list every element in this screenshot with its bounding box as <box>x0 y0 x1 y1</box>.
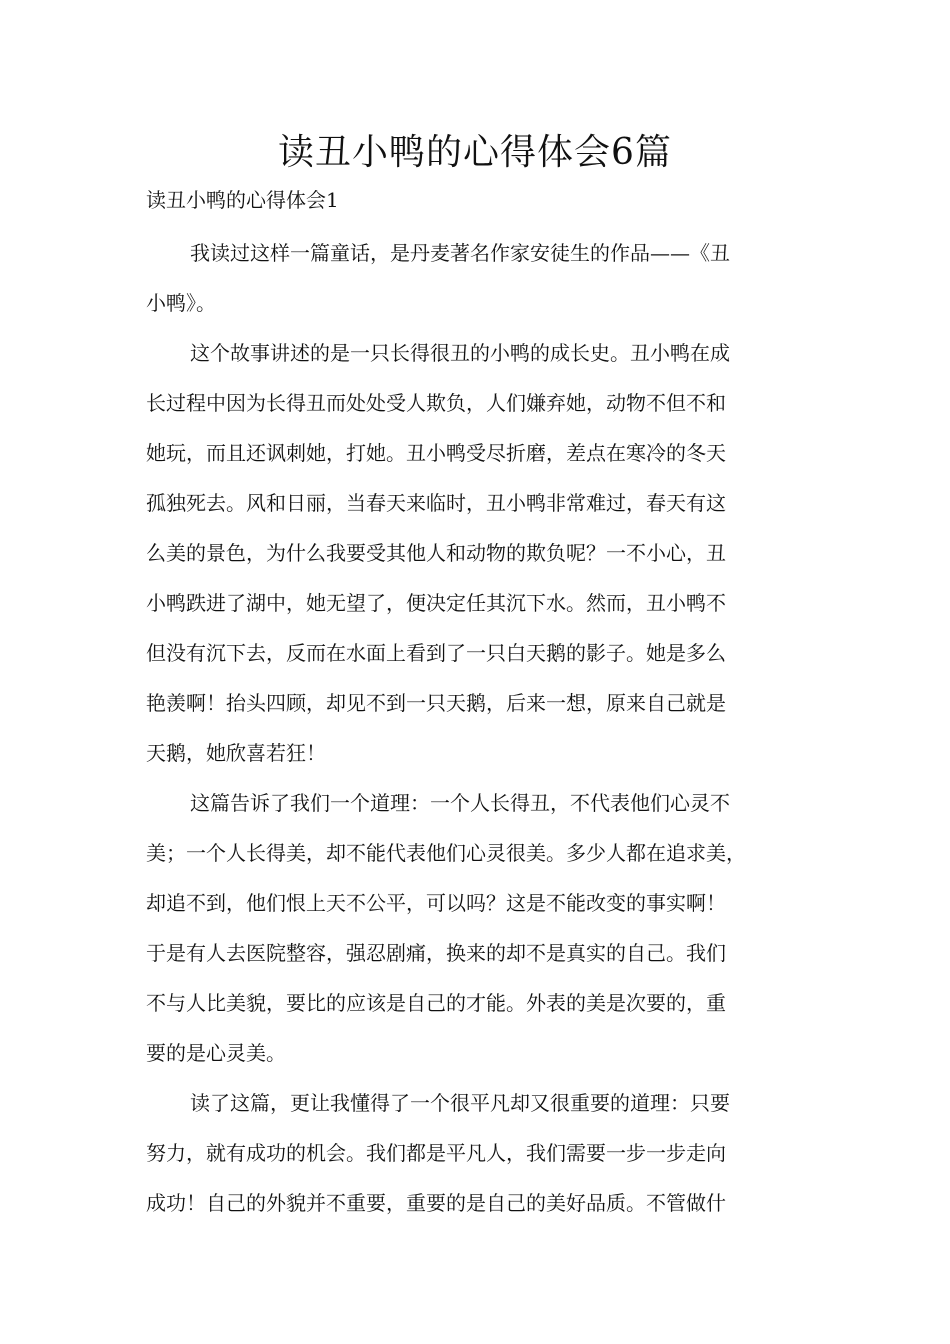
paragraph-2 <box>146 328 826 778</box>
paragraph-line: 天鹅，她欣喜若狂！ <box>146 741 326 765</box>
paragraph-line: 她玩，而且还讽刺她，打她。丑小鸭受尽折磨，差点在寒冷的冬天 <box>146 441 726 465</box>
paragraph-line: 这篇告诉了我们一个道理：一个人长得丑，不代表他们心灵不 <box>190 791 730 815</box>
paragraph-1 <box>146 228 826 328</box>
paragraph-line: 么美的景色，为什么我要受其他人和动物的欺负呢？一不小心，丑 <box>146 541 726 565</box>
section-heading: 读丑小鸭的心得体会1 <box>146 188 339 212</box>
paragraph-line: 要的是心灵美。 <box>146 1041 286 1065</box>
paragraph-line: 努力，就有成功的机会。我们都是平凡人，我们需要一步一步走向 <box>146 1141 726 1165</box>
paragraph-line: 却追不到，他们恨上天不公平，可以吗？这是不能改变的事实啊！ <box>146 891 726 915</box>
document-body <box>146 228 826 1228</box>
paragraph-line: 孤独死去。风和日丽，当春天来临时，丑小鸭非常难过，春天有这 <box>146 491 726 515</box>
paragraph-line: 小鸭》。 <box>146 291 216 315</box>
paragraph-3 <box>146 778 826 1078</box>
paragraph-line: 我读过这样一篇童话，是丹麦著名作家安徒生的作品——《丑 <box>190 241 730 265</box>
paragraph-line: 但没有沉下去，反而在水面上看到了一只白天鹅的影子。她是多么 <box>146 641 726 665</box>
paragraph-line: 不与人比美貌，要比的应该是自己的才能。外表的美是次要的，重 <box>146 991 726 1015</box>
document-title: 读丑小鸭的心得体会6篇 <box>278 132 672 173</box>
paragraph-line: 艳羡啊！抬头四顾，却见不到一只天鹅，后来一想，原来自己就是 <box>146 691 726 715</box>
paragraph-line: 成功！自己的外貌并不重要，重要的是自己的美好品质。不管做什 <box>146 1191 726 1215</box>
paragraph-line: 小鸭跌进了湖中，她无望了，便决定任其沉下水。然而，丑小鸭不 <box>146 591 726 615</box>
paragraph-4 <box>146 1078 826 1228</box>
paragraph-line: 美；一个人长得美，却不能代表他们心灵很美。多少人都在追求美， <box>146 841 746 865</box>
paragraph-line: 长过程中因为长得丑而处处受人欺负，人们嫌弃她，动物不但不和 <box>146 391 726 415</box>
paragraph-line: 读了这篇，更让我懂得了一个很平凡却又很重要的道理：只要 <box>190 1091 730 1115</box>
paragraph-line: 于是有人去医院整容，强忍剧痛，换来的却不是真实的自己。我们 <box>146 941 726 965</box>
paragraph-line: 这个故事讲述的是一只长得很丑的小鸭的成长史。丑小鸭在成 <box>190 341 730 365</box>
